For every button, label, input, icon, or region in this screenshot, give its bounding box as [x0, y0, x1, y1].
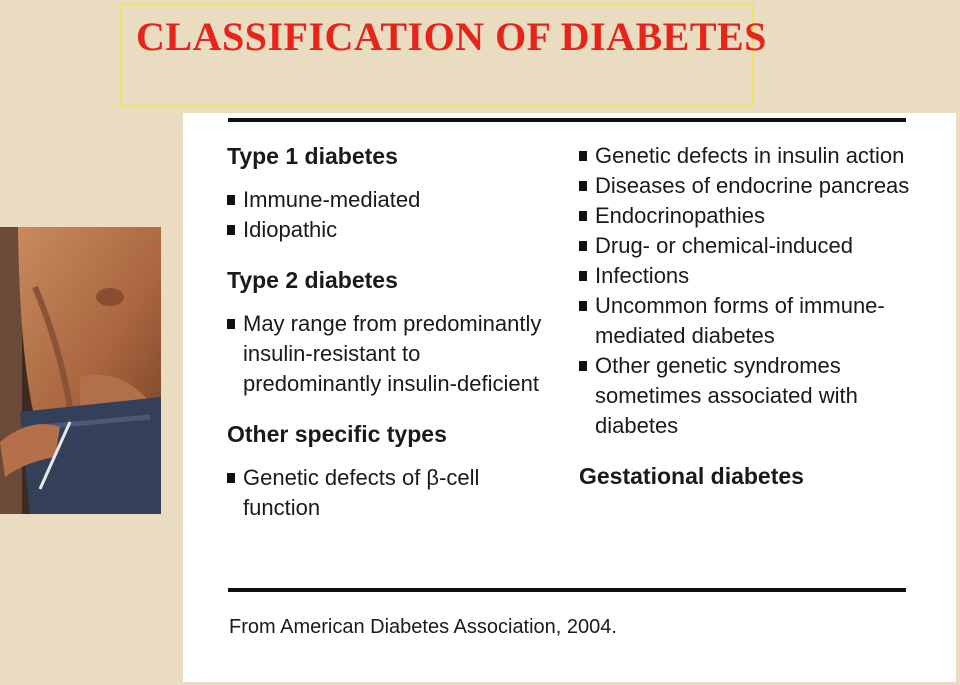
list-item: Infections [579, 261, 919, 291]
list-item: Genetic defects in insulin action [579, 141, 919, 171]
insulin-injection-photo [0, 227, 161, 514]
slide-title: CLASSIFICATION OF DIABETES [136, 14, 767, 59]
top-rule [228, 118, 906, 122]
list-item: Drug- or chemical-induced [579, 231, 919, 261]
list-item: Uncommon forms of immune-mediated diabetes [579, 291, 919, 351]
bottom-rule [228, 588, 906, 592]
classification-table [183, 113, 956, 682]
other-types-heading: Other specific types [227, 421, 447, 447]
photo-illustration [0, 227, 161, 514]
source-citation: From American Diabetes Association, 2004. [229, 616, 617, 638]
list-item: May range from predominantly insulin-resistant to predominantly insulin-deficient [227, 309, 557, 399]
list-item: Other genetic syndromes sometimes associated with diabetes [579, 351, 919, 441]
type2-heading: Type 2 diabetes [227, 267, 398, 293]
list-item: Idiopathic [227, 215, 557, 245]
list-item: Endocrinopathies [579, 201, 919, 231]
list-item: Genetic defects of β-cell function [227, 463, 557, 523]
type1-heading: Type 1 diabetes [227, 143, 398, 169]
gestational-heading: Gestational diabetes [579, 463, 804, 489]
list-item: Diseases of endocrine pancreas [579, 171, 919, 201]
title-box [120, 3, 767, 107]
left-column [227, 141, 557, 523]
right-column [579, 141, 919, 491]
list-item: Immune-mediated [227, 185, 557, 215]
